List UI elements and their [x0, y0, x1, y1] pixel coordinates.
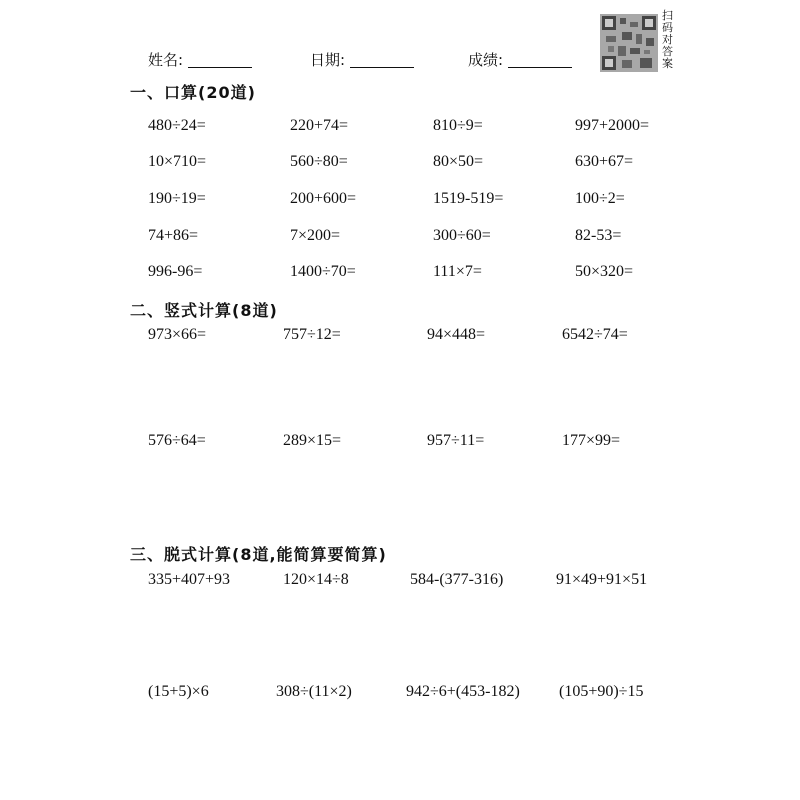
section-2-title: 二、竖式计算(8道)	[130, 301, 278, 320]
problem: 50×320=	[575, 263, 634, 280]
problem: 1400÷70=	[290, 263, 356, 280]
qr-code-icon	[600, 14, 658, 72]
problem: 942÷6+(453-182)	[406, 683, 520, 700]
section-3-title: 三、脱式计算(8道,能简算要简算)	[130, 545, 387, 564]
problem: 111×7=	[433, 263, 482, 280]
problem: 80×50=	[433, 153, 484, 170]
date-field	[310, 49, 414, 70]
problem: 7×200=	[290, 227, 341, 244]
problem: 190÷19=	[148, 190, 206, 207]
problem: (105+90)÷15	[559, 683, 644, 700]
problem: 120×14÷8	[283, 571, 349, 588]
score-field	[468, 49, 572, 70]
problem: 996-96=	[148, 263, 203, 280]
problem: 560÷80=	[290, 153, 348, 170]
name-label: 姓名:	[148, 51, 184, 69]
problem: 335+407+93	[148, 571, 231, 588]
problem: 300÷60=	[433, 227, 491, 244]
problem: 74+86=	[148, 227, 199, 244]
problem: 584-(377-316)	[410, 571, 504, 588]
name-field	[148, 49, 252, 70]
problem: 289×15=	[283, 432, 342, 449]
problem: 100÷2=	[575, 190, 625, 207]
problem: 308÷(11×2)	[276, 683, 352, 700]
score-label: 成绩:	[468, 51, 504, 69]
problem: 82-53=	[575, 227, 622, 244]
problem: 630+67=	[575, 153, 634, 170]
problem: 10×710=	[148, 153, 207, 170]
problem: 220+74=	[290, 117, 349, 134]
problem: 94×448=	[427, 326, 486, 343]
section-1-title: 一、口算(20道)	[130, 83, 256, 102]
problem: 200+600=	[290, 190, 357, 207]
name-blank[interactable]	[188, 52, 252, 68]
problem: 1519-519=	[433, 190, 504, 207]
date-blank[interactable]	[350, 52, 414, 68]
problem: 480÷24=	[148, 117, 206, 134]
problem: 957÷11=	[427, 432, 485, 449]
problem: 576÷64=	[148, 432, 206, 449]
date-label: 日期:	[310, 51, 346, 69]
problem: 757÷12=	[283, 326, 341, 343]
problem: 997+2000=	[575, 117, 650, 134]
problem: 6542÷74=	[562, 326, 628, 343]
score-blank[interactable]	[508, 52, 572, 68]
problem: (15+5)×6	[148, 683, 209, 700]
qr-caption: 扫码对答案	[662, 9, 673, 70]
problem: 810÷9=	[433, 117, 483, 134]
problem: 177×99=	[562, 432, 621, 449]
problem: 91×49+91×51	[556, 571, 648, 588]
problem: 973×66=	[148, 326, 207, 343]
